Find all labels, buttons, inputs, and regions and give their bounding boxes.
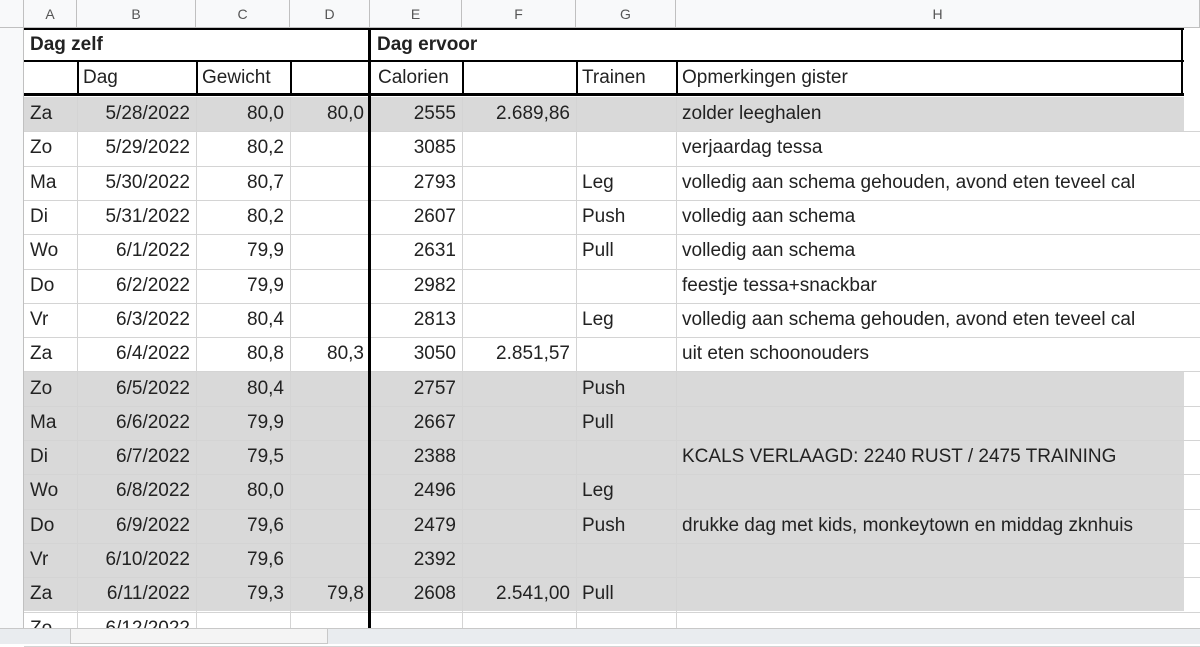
cell-calories-avg[interactable] bbox=[462, 406, 576, 440]
column-header-g[interactable]: G bbox=[576, 0, 676, 28]
cell-date[interactable]: 6/8/2022 bbox=[116, 480, 190, 502]
cell-weight[interactable]: 80,7 bbox=[247, 171, 284, 193]
cell-weight-avg[interactable] bbox=[290, 269, 370, 303]
cell-training[interactable] bbox=[576, 337, 676, 371]
group-header-dag-ervoor[interactable]: Dag ervoor bbox=[377, 34, 478, 55]
cell-calories[interactable]: 2392 bbox=[413, 549, 456, 571]
cell-calories-avg[interactable] bbox=[462, 269, 576, 303]
cell-notes[interactable] bbox=[676, 474, 1184, 508]
cell-calories-avg[interactable] bbox=[462, 234, 576, 268]
cell-weight-avg[interactable]: 80,0 bbox=[327, 103, 364, 125]
cell-calories[interactable]: 2757 bbox=[413, 377, 456, 399]
column-header-d[interactable]: D bbox=[290, 0, 370, 28]
cell-calories-avg[interactable] bbox=[462, 543, 576, 577]
cell-date[interactable]: 5/30/2022 bbox=[105, 171, 190, 193]
cell-notes[interactable] bbox=[676, 543, 1184, 577]
cell-day-abbrev[interactable]: Za bbox=[30, 583, 53, 605]
cell-weight[interactable]: 80,4 bbox=[247, 377, 284, 399]
cell-weight[interactable]: 79,6 bbox=[247, 549, 284, 571]
cell-weight-avg[interactable] bbox=[290, 371, 370, 405]
cell-weight-avg[interactable] bbox=[290, 166, 370, 200]
cell-date[interactable]: 6/7/2022 bbox=[116, 446, 190, 468]
column-title-calories[interactable]: Calorien bbox=[378, 66, 449, 88]
cell-weight-avg[interactable] bbox=[290, 509, 370, 543]
cell-weight[interactable]: 80,4 bbox=[247, 308, 284, 330]
cell-calories[interactable]: 2479 bbox=[413, 514, 456, 536]
column-header-e[interactable]: E bbox=[370, 0, 462, 28]
cell-weight-avg[interactable] bbox=[290, 131, 370, 165]
cell-training[interactable]: Leg bbox=[582, 480, 614, 502]
cell-date[interactable]: 6/10/2022 bbox=[105, 549, 190, 571]
column-title-day-abbrev[interactable] bbox=[24, 62, 77, 93]
cell-weight-avg[interactable] bbox=[290, 543, 370, 577]
cell-calories-avg[interactable] bbox=[462, 509, 576, 543]
cell-day-abbrev[interactable]: Ma bbox=[30, 171, 57, 193]
cell-date[interactable]: 6/6/2022 bbox=[116, 411, 190, 433]
cell-training[interactable]: Pull bbox=[582, 411, 614, 433]
cell-weight[interactable]: 79,5 bbox=[247, 446, 284, 468]
cell-calories-avg[interactable] bbox=[462, 200, 576, 234]
cell-day-abbrev[interactable]: Zo bbox=[30, 377, 53, 399]
cell-calories[interactable]: 3085 bbox=[413, 137, 456, 159]
cell-training[interactable]: Push bbox=[582, 206, 626, 228]
cell-weight[interactable]: 79,9 bbox=[247, 240, 284, 262]
cell-date[interactable]: 5/31/2022 bbox=[105, 206, 190, 228]
cell-date[interactable]: 6/4/2022 bbox=[116, 343, 190, 365]
column-header-h[interactable]: H bbox=[676, 0, 1200, 28]
cell-weight-avg[interactable] bbox=[290, 200, 370, 234]
cell-notes[interactable]: drukke dag met kids, monkeytown en middag zknhuis bbox=[682, 514, 1133, 536]
cell-day-abbrev[interactable]: Ma bbox=[30, 411, 57, 433]
cell-notes[interactable]: volledig aan schema gehouden, avond eten teveel cal bbox=[682, 308, 1136, 330]
cell-date[interactable]: 6/3/2022 bbox=[116, 308, 190, 330]
cell-date[interactable]: 6/11/2022 bbox=[106, 583, 190, 605]
cell-notes[interactable]: feestje tessa+snackbar bbox=[682, 274, 877, 296]
cell-notes[interactable]: volledig aan schema bbox=[682, 206, 856, 228]
cell-calories-avg[interactable]: 2.851,57 bbox=[496, 343, 570, 365]
cell-calories[interactable]: 2813 bbox=[413, 308, 456, 330]
cell-notes[interactable] bbox=[676, 371, 1184, 405]
cell-calories[interactable]: 2496 bbox=[413, 480, 456, 502]
column-title-weight-avg[interactable] bbox=[290, 62, 370, 93]
cell-notes[interactable]: uit eten schoonouders bbox=[682, 343, 869, 365]
cell-day-abbrev[interactable]: Di bbox=[30, 206, 48, 228]
cell-notes[interactable]: volledig aan schema gehouden, avond eten teveel cal bbox=[682, 171, 1136, 193]
cell-date[interactable]: 6/9/2022 bbox=[116, 514, 190, 536]
cell-calories[interactable]: 2388 bbox=[413, 446, 456, 468]
cell-date[interactable]: 5/28/2022 bbox=[105, 103, 190, 125]
cell-calories-avg[interactable] bbox=[462, 440, 576, 474]
select-all-corner[interactable] bbox=[0, 0, 24, 28]
cell-day-abbrev[interactable]: Wo bbox=[30, 480, 59, 502]
cell-weight-avg[interactable] bbox=[290, 406, 370, 440]
cell-calories[interactable]: 3050 bbox=[413, 343, 456, 365]
column-title-date[interactable]: Dag bbox=[83, 66, 118, 88]
cell-day-abbrev[interactable]: Do bbox=[30, 514, 55, 536]
cell-calories-avg[interactable] bbox=[462, 371, 576, 405]
cell-notes[interactable] bbox=[676, 406, 1184, 440]
sheet-tab[interactable] bbox=[70, 628, 328, 644]
cell-training[interactable]: Pull bbox=[582, 240, 614, 262]
cell-day-abbrev[interactable]: Za bbox=[30, 103, 53, 125]
cell-calories[interactable]: 2608 bbox=[413, 583, 456, 605]
cell-calories-avg[interactable] bbox=[462, 131, 576, 165]
cell-weight[interactable]: 79,9 bbox=[247, 274, 284, 296]
cell-notes[interactable]: volledig aan schema bbox=[682, 240, 856, 262]
cell-notes[interactable] bbox=[676, 577, 1184, 611]
cell-calories-avg[interactable] bbox=[462, 474, 576, 508]
cell-training[interactable] bbox=[576, 131, 676, 165]
cell-day-abbrev[interactable]: Do bbox=[30, 274, 55, 296]
cell-weight[interactable]: 80,2 bbox=[247, 137, 284, 159]
cell-training[interactable] bbox=[576, 543, 676, 577]
column-header-c[interactable]: C bbox=[196, 0, 290, 28]
cell-weight[interactable]: 80,2 bbox=[247, 206, 284, 228]
cell-weight-avg[interactable] bbox=[290, 303, 370, 337]
cell-day-abbrev[interactable]: Vr bbox=[30, 308, 49, 330]
cell-weight-avg[interactable]: 80,3 bbox=[327, 343, 364, 365]
cell-weight[interactable]: 79,3 bbox=[247, 583, 284, 605]
cell-training[interactable]: Push bbox=[582, 377, 626, 399]
column-title-weight[interactable]: Gewicht bbox=[202, 66, 271, 88]
cell-calories-avg[interactable] bbox=[462, 303, 576, 337]
cell-day-abbrev[interactable]: Vr bbox=[30, 549, 49, 571]
cell-training[interactable]: Leg bbox=[582, 171, 614, 193]
column-title-calories-avg[interactable] bbox=[462, 62, 576, 93]
row-header-strip bbox=[0, 28, 24, 628]
cell-calories[interactable]: 2793 bbox=[413, 171, 456, 193]
cell-calories[interactable]: 2982 bbox=[413, 274, 456, 296]
cell-training[interactable] bbox=[576, 97, 676, 131]
cell-date[interactable]: 6/5/2022 bbox=[116, 377, 190, 399]
cell-calories[interactable]: 2607 bbox=[413, 206, 456, 228]
cell-date[interactable]: 6/1/2022 bbox=[116, 240, 190, 262]
cell-weight[interactable]: 79,9 bbox=[247, 411, 284, 433]
cell-calories[interactable]: 2667 bbox=[413, 411, 456, 433]
cell-notes[interactable]: zolder leeghalen bbox=[682, 103, 822, 125]
cell-calories[interactable]: 2555 bbox=[413, 103, 456, 125]
cell-date[interactable]: 6/2/2022 bbox=[116, 274, 190, 296]
cell-notes[interactable]: KCALS VERLAAGD: 2240 RUST / 2475 TRAINING bbox=[682, 446, 1117, 468]
cell-calories-avg[interactable]: 2.689,86 bbox=[496, 103, 570, 125]
cell-training[interactable]: Push bbox=[582, 514, 626, 536]
column-title-training[interactable]: Trainen bbox=[582, 66, 646, 88]
cell-calories-avg[interactable] bbox=[462, 166, 576, 200]
cell-weight[interactable]: 80,0 bbox=[247, 103, 284, 125]
cell-weight-avg[interactable] bbox=[290, 474, 370, 508]
cell-date[interactable]: 5/29/2022 bbox=[105, 137, 190, 159]
cell-training[interactable]: Leg bbox=[582, 308, 614, 330]
cell-calories[interactable]: 2631 bbox=[413, 240, 456, 262]
cell-weight[interactable]: 79,6 bbox=[247, 514, 284, 536]
cell-day-abbrev[interactable]: Di bbox=[30, 446, 48, 468]
column-header-f[interactable]: F bbox=[462, 0, 576, 28]
cell-day-abbrev[interactable]: Wo bbox=[30, 240, 59, 262]
cell-training[interactable] bbox=[576, 269, 676, 303]
cell-weight[interactable]: 80,0 bbox=[247, 480, 284, 502]
header-border-bottom bbox=[24, 93, 1184, 96]
column-title-notes[interactable]: Opmerkingen gister bbox=[682, 66, 848, 88]
cell-calories-avg[interactable]: 2.541,00 bbox=[496, 583, 570, 605]
column-header-b[interactable]: B bbox=[77, 0, 196, 28]
cell-notes[interactable]: verjaardag tessa bbox=[682, 137, 823, 159]
cell-training[interactable]: Pull bbox=[582, 583, 614, 605]
cell-day-abbrev[interactable]: Za bbox=[30, 343, 53, 365]
cell-weight-avg[interactable]: 79,8 bbox=[327, 583, 364, 605]
cell-weight-avg[interactable] bbox=[290, 440, 370, 474]
cell-training[interactable] bbox=[576, 440, 676, 474]
column-header-a[interactable]: A bbox=[24, 0, 77, 28]
cell-weight-avg[interactable] bbox=[290, 234, 370, 268]
cell-day-abbrev[interactable]: Zo bbox=[30, 137, 53, 159]
group-header-dag-zelf[interactable]: Dag zelf bbox=[30, 34, 103, 55]
cell-weight[interactable]: 80,8 bbox=[247, 343, 284, 365]
